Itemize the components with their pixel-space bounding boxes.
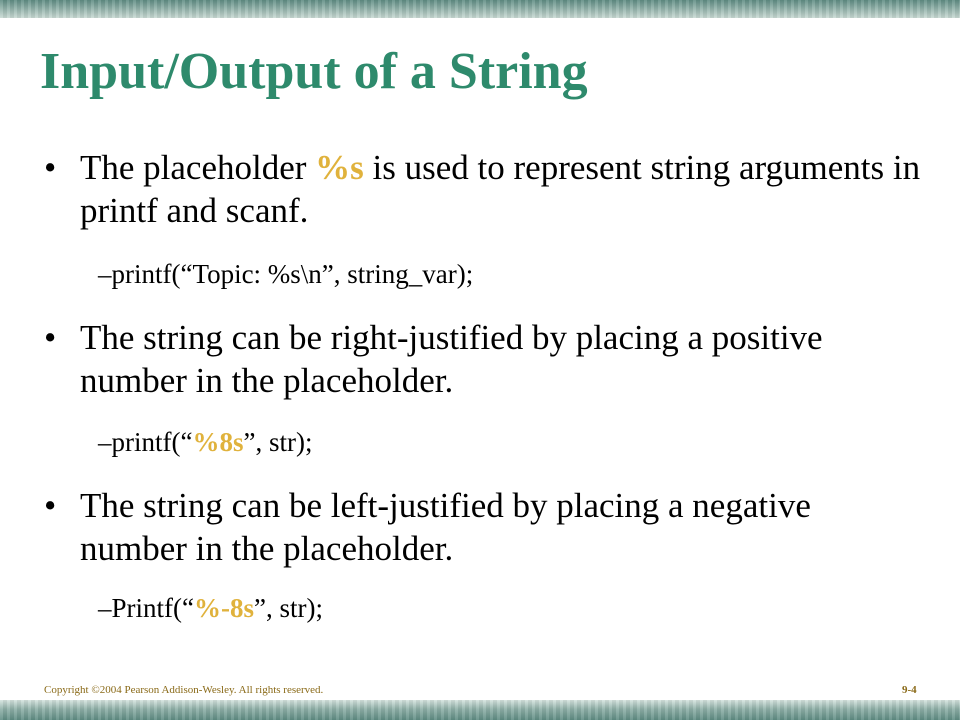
highlight-code: %s xyxy=(315,148,364,187)
sub-dash: – xyxy=(98,593,112,623)
sub-bullet-printf-8s: –printf(“%8s”, str); xyxy=(98,427,313,457)
bullet-placeholder xyxy=(44,146,924,232)
bullet-text: The string can be left-justified by placing a negative number in the placeholder. xyxy=(80,486,811,568)
bullet-right-justified xyxy=(44,316,924,402)
top-decorative-band xyxy=(0,0,960,18)
highlight-code: %8s xyxy=(192,427,244,457)
bullet-text: The string can be right-justified by placing a positive number in the placeholder. xyxy=(80,318,823,400)
sub-dash: – xyxy=(98,259,112,289)
bullet-dot: • xyxy=(44,318,57,357)
sub-dash: – xyxy=(98,427,112,457)
copyright-footer: Copyright ©2004 Pearson Addison-Wesley. All rights reserved. xyxy=(44,684,324,696)
sub-bullet-printf-topic: –printf(“Topic: %s\n”, string_var); xyxy=(98,259,474,289)
bottom-decorative-band xyxy=(0,700,960,720)
highlight-code: %-8s xyxy=(193,593,254,623)
bullet-text: The placeholder %s is used to represent string arguments in printf and scanf. xyxy=(80,148,921,230)
bullet-dot: • xyxy=(44,148,57,187)
bullet-dot: • xyxy=(44,486,57,525)
slide-title: Input/Output of a String xyxy=(40,43,588,100)
slide-number: 9-4 xyxy=(902,684,917,696)
sub-bullet-printf-minus-8s: –Printf(“%-8s”, str); xyxy=(98,593,323,623)
bullet-left-justified xyxy=(44,484,924,570)
